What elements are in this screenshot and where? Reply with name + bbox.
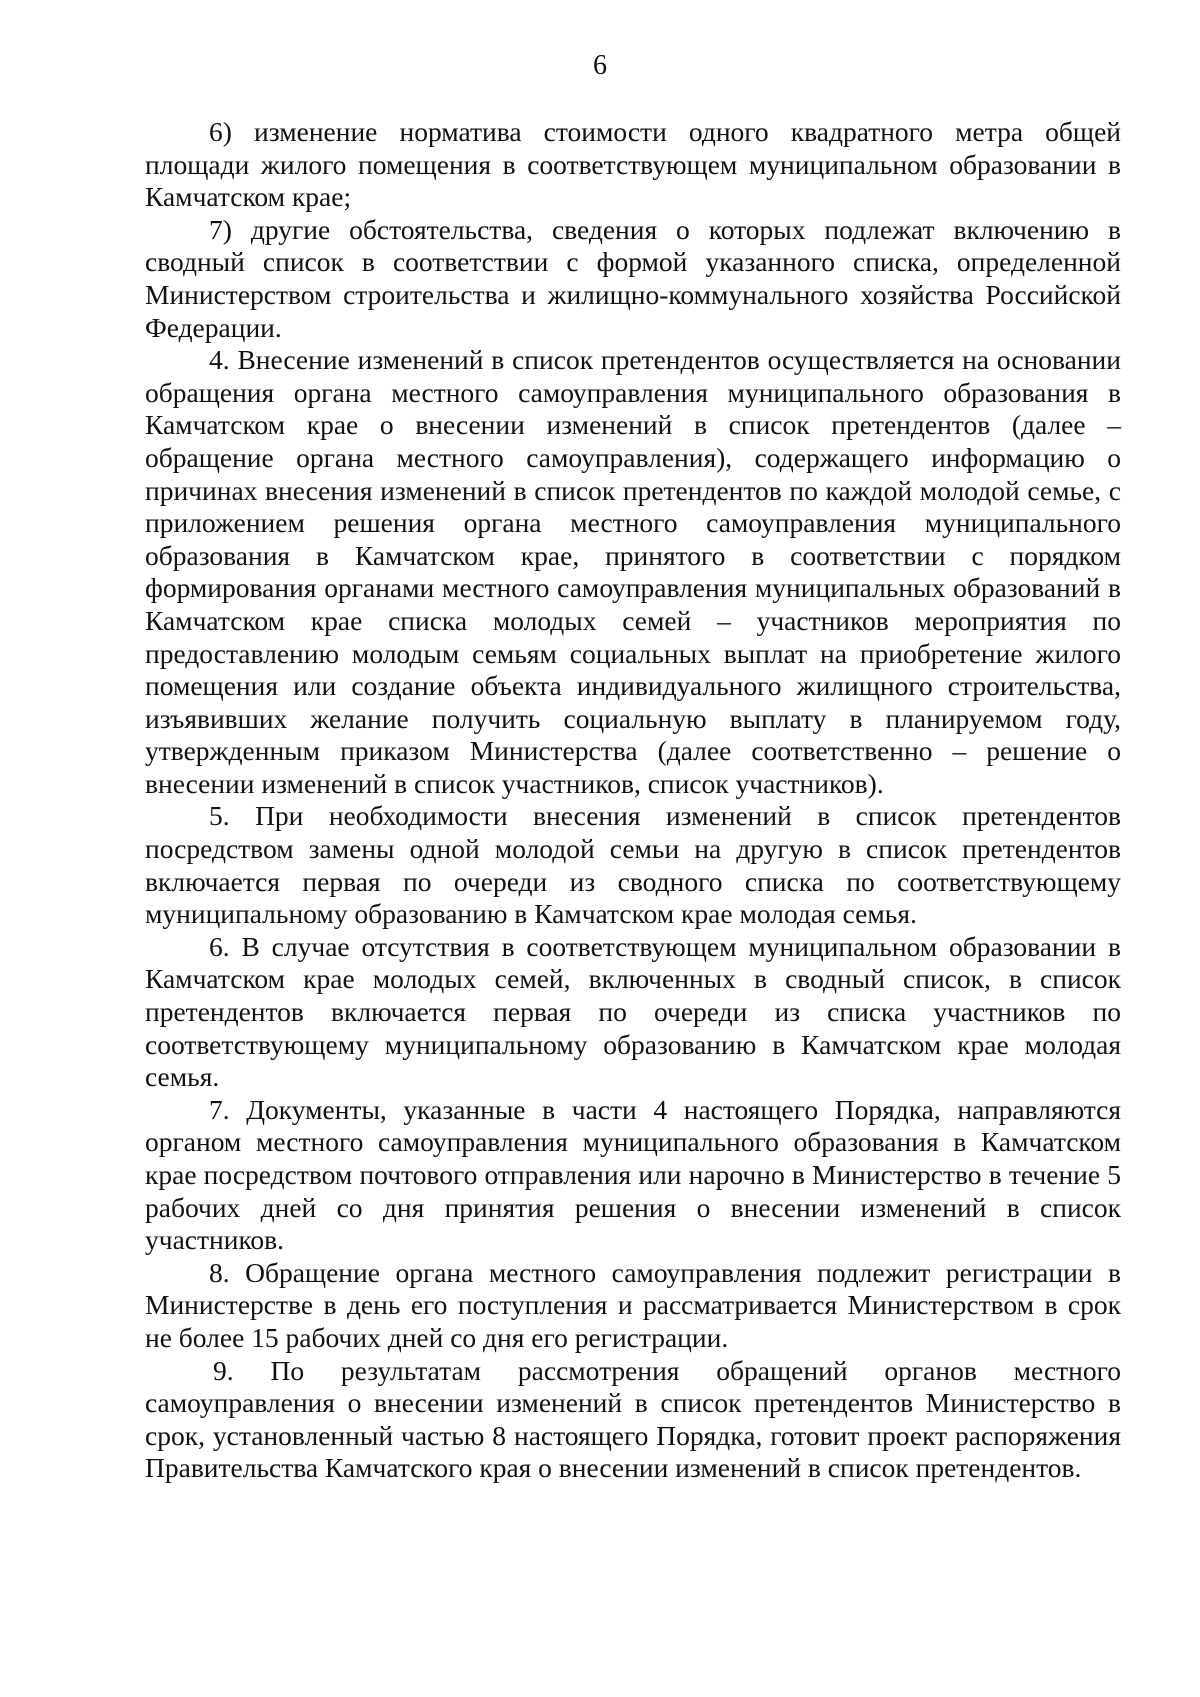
document-body <box>145 116 1121 1485</box>
paragraph-part-5: 5. При необходимости внесения изменений в список претендентов посредством замены одной молодой семьи на другую в список претендентов включается первая по очереди из сводного списка по соответствующему муниципальному образованию в Камчатском крае молодая семья. <box>145 800 1121 930</box>
paragraph-part-7: 7. Документы, указанные в части 4 настоящего Порядка, направляются органом местного самоуправления муниципального образования в Камчатском крае посредством почтового отправления или нарочно в Министерство в течение 5 рабочих дней со дня принятия решения о внесении изменений в список участников. <box>145 1093 1121 1256</box>
paragraph-part-8: 8. Обращение органа местного самоуправления подлежит регистрации в Министерстве в день его поступления и рассматривается Министерством в срок не более 15 рабочих дней со дня его регистрации. <box>145 1256 1121 1353</box>
page-number: 6 <box>593 50 607 81</box>
paragraph-part-9: 9. По результатам рассмотрения обращений органов местного самоуправления о внесении изменений в список претендентов Министерство в срок, установленный частью 8 настоящего Порядка, готовит проект распоряжения Правительства Камчатского края о внесении изменений в список претендентов. <box>145 1354 1121 1484</box>
paragraph-part-6: 6. В случае отсутствия в соответствующем муниципальном образовании в Камчатском крае молодых семей, включенных в сводный список, в список претендентов включается первая по очереди из списка участников по соответствующему муниципальному образованию в Камчатском крае молодая семья. <box>145 930 1121 1093</box>
paragraph-item-6: 6) изменение норматива стоимости одного квадратного метра общей площади жилого помещения в соответствующем муниципальном образовании в Камчатском крае; <box>145 116 1121 213</box>
paragraph-item-7: 7) другие обстоятельства, сведения о которых подлежат включению в сводный список в соответствии с формой указанного списка, определенной Министерством строительства и жилищно-коммунального хозяйства Российской Федерации. <box>145 213 1121 343</box>
paragraph-part-4: 4. Внесение изменений в список претендентов осуществляется на основании обращения органа местного самоуправления муниципального образования в Камчатском крае о внесении изменений в список претендентов (далее – обращение органа местного самоуправления), содержащего информацию о причинах внесения изменений в список претендентов по каждой молодой семье, с приложением решения органа местного самоуправления муниципального образования в Камчатском крае, принятого в соответствии с порядком формирования органами местного самоуправления муниципальных образований в Камчатском крае списка молодых семей – участников мероприятия по предоставлению молодым семьям социальных выплат на приобретение жилого помещения или создание объекта индивидуального жилищного строительства, изъявивших желание получить социальную выплату в планируемом году, утвержденным приказом Министерства (далее соответственно – решение о внесении изменений в список участников, список участников). <box>145 344 1121 799</box>
